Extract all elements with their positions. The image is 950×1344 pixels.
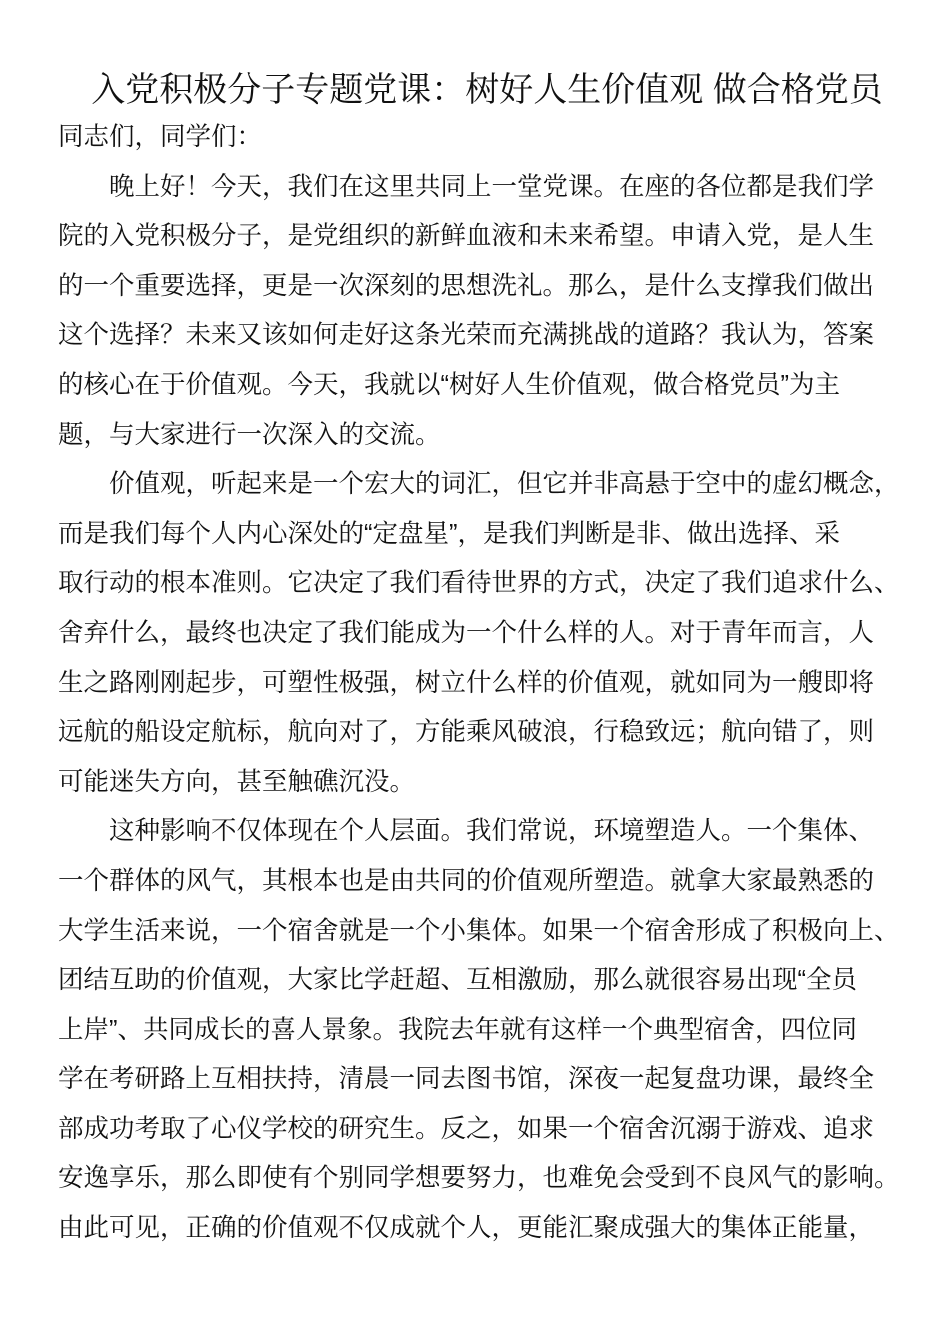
paragraph-line: 晚上好！今天，我们在这里共同上一堂党课。在座的各位都是我们学 xyxy=(109,172,875,201)
paragraph-line: 大学生活来说，一个宿舍就是一个小集体。如果一个宿舍形成了积极向上、 xyxy=(58,916,900,945)
paragraph-line: 远航的船设定航标，航向对了，方能乘风破浪，行稳致远；航向错了，则 xyxy=(58,718,875,747)
paragraph-line: 由此可见，正确的价值观不仅成就个人，更能汇聚成强大的集体正能量， xyxy=(58,1214,875,1243)
greeting: 同志们，同学们： xyxy=(58,123,263,151)
paragraph-line: 价值观，听起来是一个宏大的词汇，但它并非高悬于空中的虚幻概念， xyxy=(109,470,900,499)
paragraph xyxy=(58,807,900,1253)
paragraph-line: 取行动的根本准则。它决定了我们看待世界的方式，决定了我们追求什么、 xyxy=(58,569,900,598)
paragraph xyxy=(58,460,900,807)
paragraph-line: 这种影响不仅体现在个人层面。我们常说，环境塑造人。一个集体、 xyxy=(109,817,875,846)
paragraph-line: 安逸享乐，那么即使有个别同学想要努力，也难免会受到不良风气的影响。 xyxy=(58,1164,900,1193)
paragraph-line: 题，与大家进行一次深入的交流。 xyxy=(58,420,441,449)
paragraph-line: 生之路刚刚起步，可塑性极强，树立什么样的价值观，就如同为一艘即将 xyxy=(58,668,875,697)
paragraph-line: 团结互助的价值观，大家比学赶超、互相激励，那么就很容易出现“全员 xyxy=(58,966,857,995)
document-body xyxy=(58,113,900,1254)
paragraph-line: 的核心在于价值观。今天，我就以“树好人生价值观，做合格党员”为主 xyxy=(58,370,840,399)
document-title: 入党积极分子专题党课：树好人生价值观 做合格党员 xyxy=(91,71,883,109)
paragraph-line: 学在考研路上互相扶持，清晨一同去图书馆，深夜一起复盘功课，最终全 xyxy=(58,1065,875,1094)
paragraph-line: 可能迷失方向，甚至触礁沉没。 xyxy=(58,767,416,796)
paragraph-line: 的一个重要选择，更是一次深刻的思想洗礼。那么，是什么支撑我们做出 xyxy=(58,271,875,300)
paragraph-line: 一个群体的风气，其根本也是由共同的价值观所塑造。就拿大家最熟悉的 xyxy=(58,866,875,895)
paragraph-line: 部成功考取了心仪学校的研究生。反之，如果一个宿舍沉溺于游戏、追求 xyxy=(58,1114,875,1143)
paragraph xyxy=(58,163,888,461)
paragraph-line: 院的入党积极分子，是党组织的新鲜血液和未来希望。申请入党，是人生 xyxy=(58,222,875,251)
paragraphs xyxy=(58,163,900,1254)
paragraph-line: 舍弃什么，最终也决定了我们能成为一个什么样的人。对于青年而言，人 xyxy=(58,618,875,647)
paragraph-line: 而是我们每个人内心深处的“定盘星”，是我们判断是非、做出选择、采 xyxy=(58,519,840,548)
paragraph-line: 这个选择？未来又该如何走好这条光荣而充满挑战的道路？我认为，答案 xyxy=(58,321,875,350)
paragraph-line: 上岸”、共同成长的喜人景象。我院去年就有这样一个典型宿舍，四位同 xyxy=(58,1015,857,1044)
